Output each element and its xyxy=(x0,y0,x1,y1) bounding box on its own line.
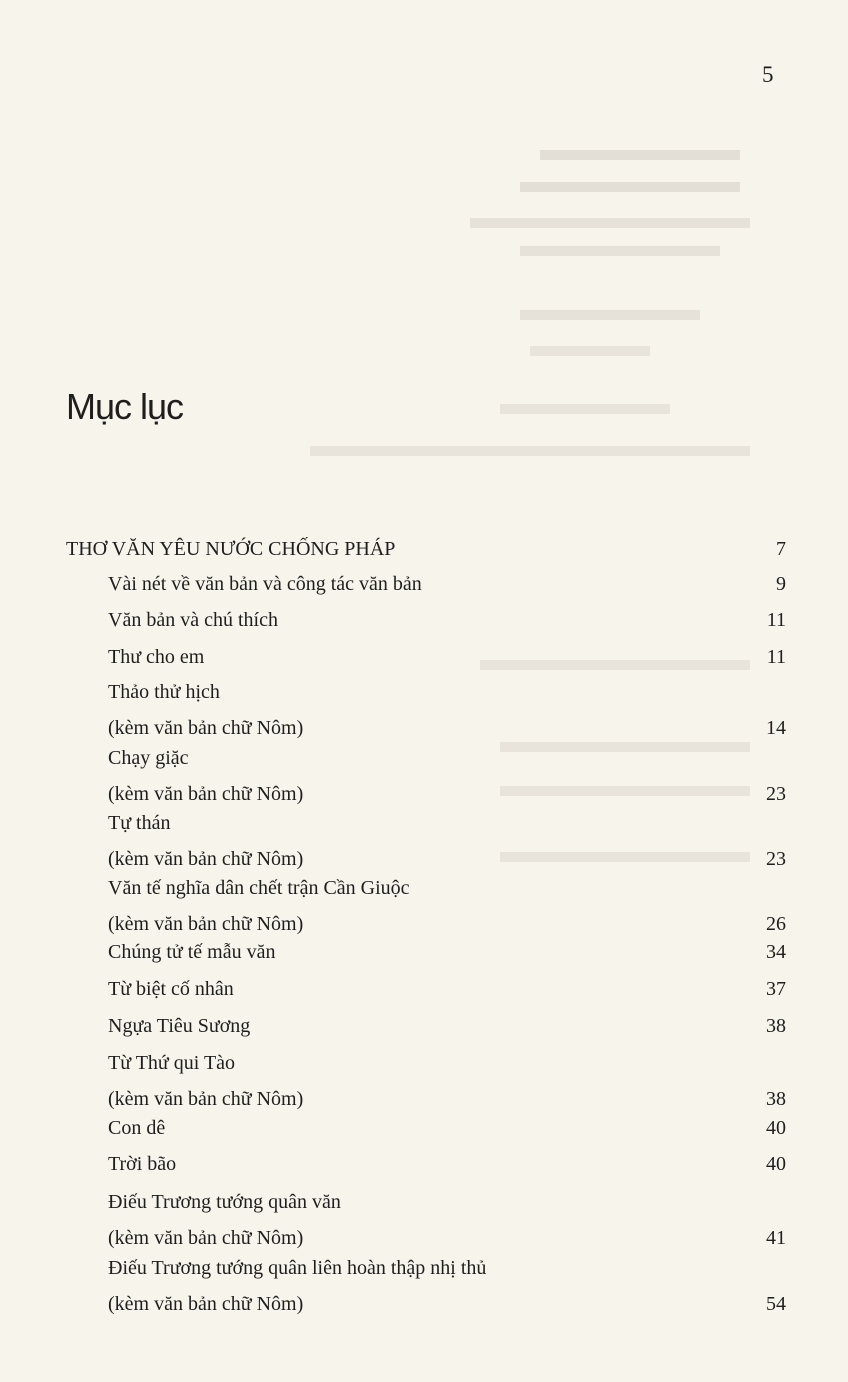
toc-entry-title xyxy=(108,606,786,634)
page-number: 5 xyxy=(762,62,774,87)
toc-entry-page-number: 23 xyxy=(766,783,786,805)
toc-entry-title xyxy=(108,570,786,598)
toc-entry-title-line: Trời bão xyxy=(108,1153,177,1175)
toc-entry-title-line: Từ biệt cố nhân xyxy=(108,978,234,1000)
toc-entry xyxy=(108,975,786,1003)
toc-entry xyxy=(108,744,786,808)
toc-entry-title-line: Chạy giặc xyxy=(108,747,189,769)
toc-entry-title-line: Từ Thứ qui Tào xyxy=(108,1052,236,1074)
toc-entry-title xyxy=(108,643,786,671)
toc-entry xyxy=(108,1049,786,1113)
toc-entry-page-number: 34 xyxy=(766,941,786,963)
toc-entry-page-number: 40 xyxy=(766,1117,786,1139)
toc-entry-subtitle-line: (kèm văn bản chữ Nôm) xyxy=(108,1088,304,1110)
toc-entry xyxy=(108,1254,786,1318)
toc-entry-title xyxy=(108,938,786,966)
toc-entry xyxy=(108,938,786,966)
toc-entry xyxy=(108,643,786,671)
toc-entry-title xyxy=(108,1049,786,1113)
toc-entry-page-number: 11 xyxy=(766,646,786,668)
toc-entry xyxy=(108,1114,786,1142)
toc-entry xyxy=(108,570,786,598)
toc-entry-page-number: 9 xyxy=(776,573,786,595)
toc-entry-title-line: Thư cho em xyxy=(108,646,205,668)
toc-entry-title-line: Con dê xyxy=(108,1117,166,1139)
toc-entry-subtitle-line: (kèm văn bản chữ Nôm) xyxy=(108,783,304,805)
toc-entry-page-number: 38 xyxy=(766,1088,786,1110)
toc-entry-title-line: Văn tế nghĩa dân chết trận Cần Giuộc xyxy=(108,877,410,899)
toc-entry-subtitle-line: (kèm văn bản chữ Nôm) xyxy=(108,717,304,739)
toc-entry xyxy=(108,1188,786,1252)
toc-entry-page-number: 54 xyxy=(766,1293,786,1315)
toc-entry xyxy=(108,1150,786,1178)
toc-entry-title-line: Thảo thử hịch xyxy=(108,681,220,703)
toc-entry-subtitle-line: (kèm văn bản chữ Nôm) xyxy=(108,848,304,870)
toc-entry-subtitle-line: (kèm văn bản chữ Nôm) xyxy=(108,1293,304,1315)
toc-entry-title-line: Điếu Trương tướng quân văn xyxy=(108,1191,341,1213)
toc-entry xyxy=(108,874,786,938)
page-title: Mục lục xyxy=(66,386,184,427)
toc-entry-title xyxy=(108,1012,786,1040)
toc-entry-title xyxy=(108,1114,786,1142)
toc-entry-title xyxy=(108,678,786,742)
toc-entry-title xyxy=(108,1254,786,1318)
toc-entry-page-number: 14 xyxy=(766,717,786,739)
toc-entry-page-number: 41 xyxy=(766,1227,786,1249)
toc-entry-page-number: 23 xyxy=(766,848,786,870)
toc-entry xyxy=(108,1012,786,1040)
toc-entry-title-line: Tự thán xyxy=(108,812,171,834)
toc-entry-title xyxy=(108,1150,786,1178)
section-heading xyxy=(66,538,786,561)
toc-entry xyxy=(108,606,786,634)
toc-entry-title-line: Vài nét về văn bản và công tác văn bản xyxy=(108,573,422,595)
toc-entry-title xyxy=(108,744,786,808)
toc-entry xyxy=(108,809,786,873)
toc-entry-subtitle-line: (kèm văn bản chữ Nôm) xyxy=(108,913,304,935)
toc-entry-title xyxy=(108,809,786,873)
toc-entry-title-line: Chúng tử tế mẫu văn xyxy=(108,941,276,963)
toc-entry-page-number: 11 xyxy=(766,609,786,631)
section-page-number: 7 xyxy=(776,538,786,560)
toc-entry-page-number: 26 xyxy=(766,913,786,935)
toc-entry-title-line: Ngựa Tiêu Sương xyxy=(108,1015,251,1037)
toc-entry-page-number: 40 xyxy=(766,1153,786,1175)
toc-entry-title-line: Điếu Trương tướng quân liên hoàn thập nhị thủ xyxy=(108,1257,487,1279)
section-title: THƠ VĂN YÊU NƯỚC CHỐNG PHÁP xyxy=(66,538,396,560)
toc-entry-title-line: Văn bản và chú thích xyxy=(108,609,278,631)
toc-entry xyxy=(108,678,786,742)
toc-entry-title xyxy=(108,874,786,938)
toc-entry-subtitle-line: (kèm văn bản chữ Nôm) xyxy=(108,1227,304,1249)
toc-entry-title xyxy=(108,975,786,1003)
toc-entry-page-number: 37 xyxy=(766,978,786,1000)
toc-entry-page-number: 38 xyxy=(766,1015,786,1037)
toc-entry-title xyxy=(108,1188,786,1252)
